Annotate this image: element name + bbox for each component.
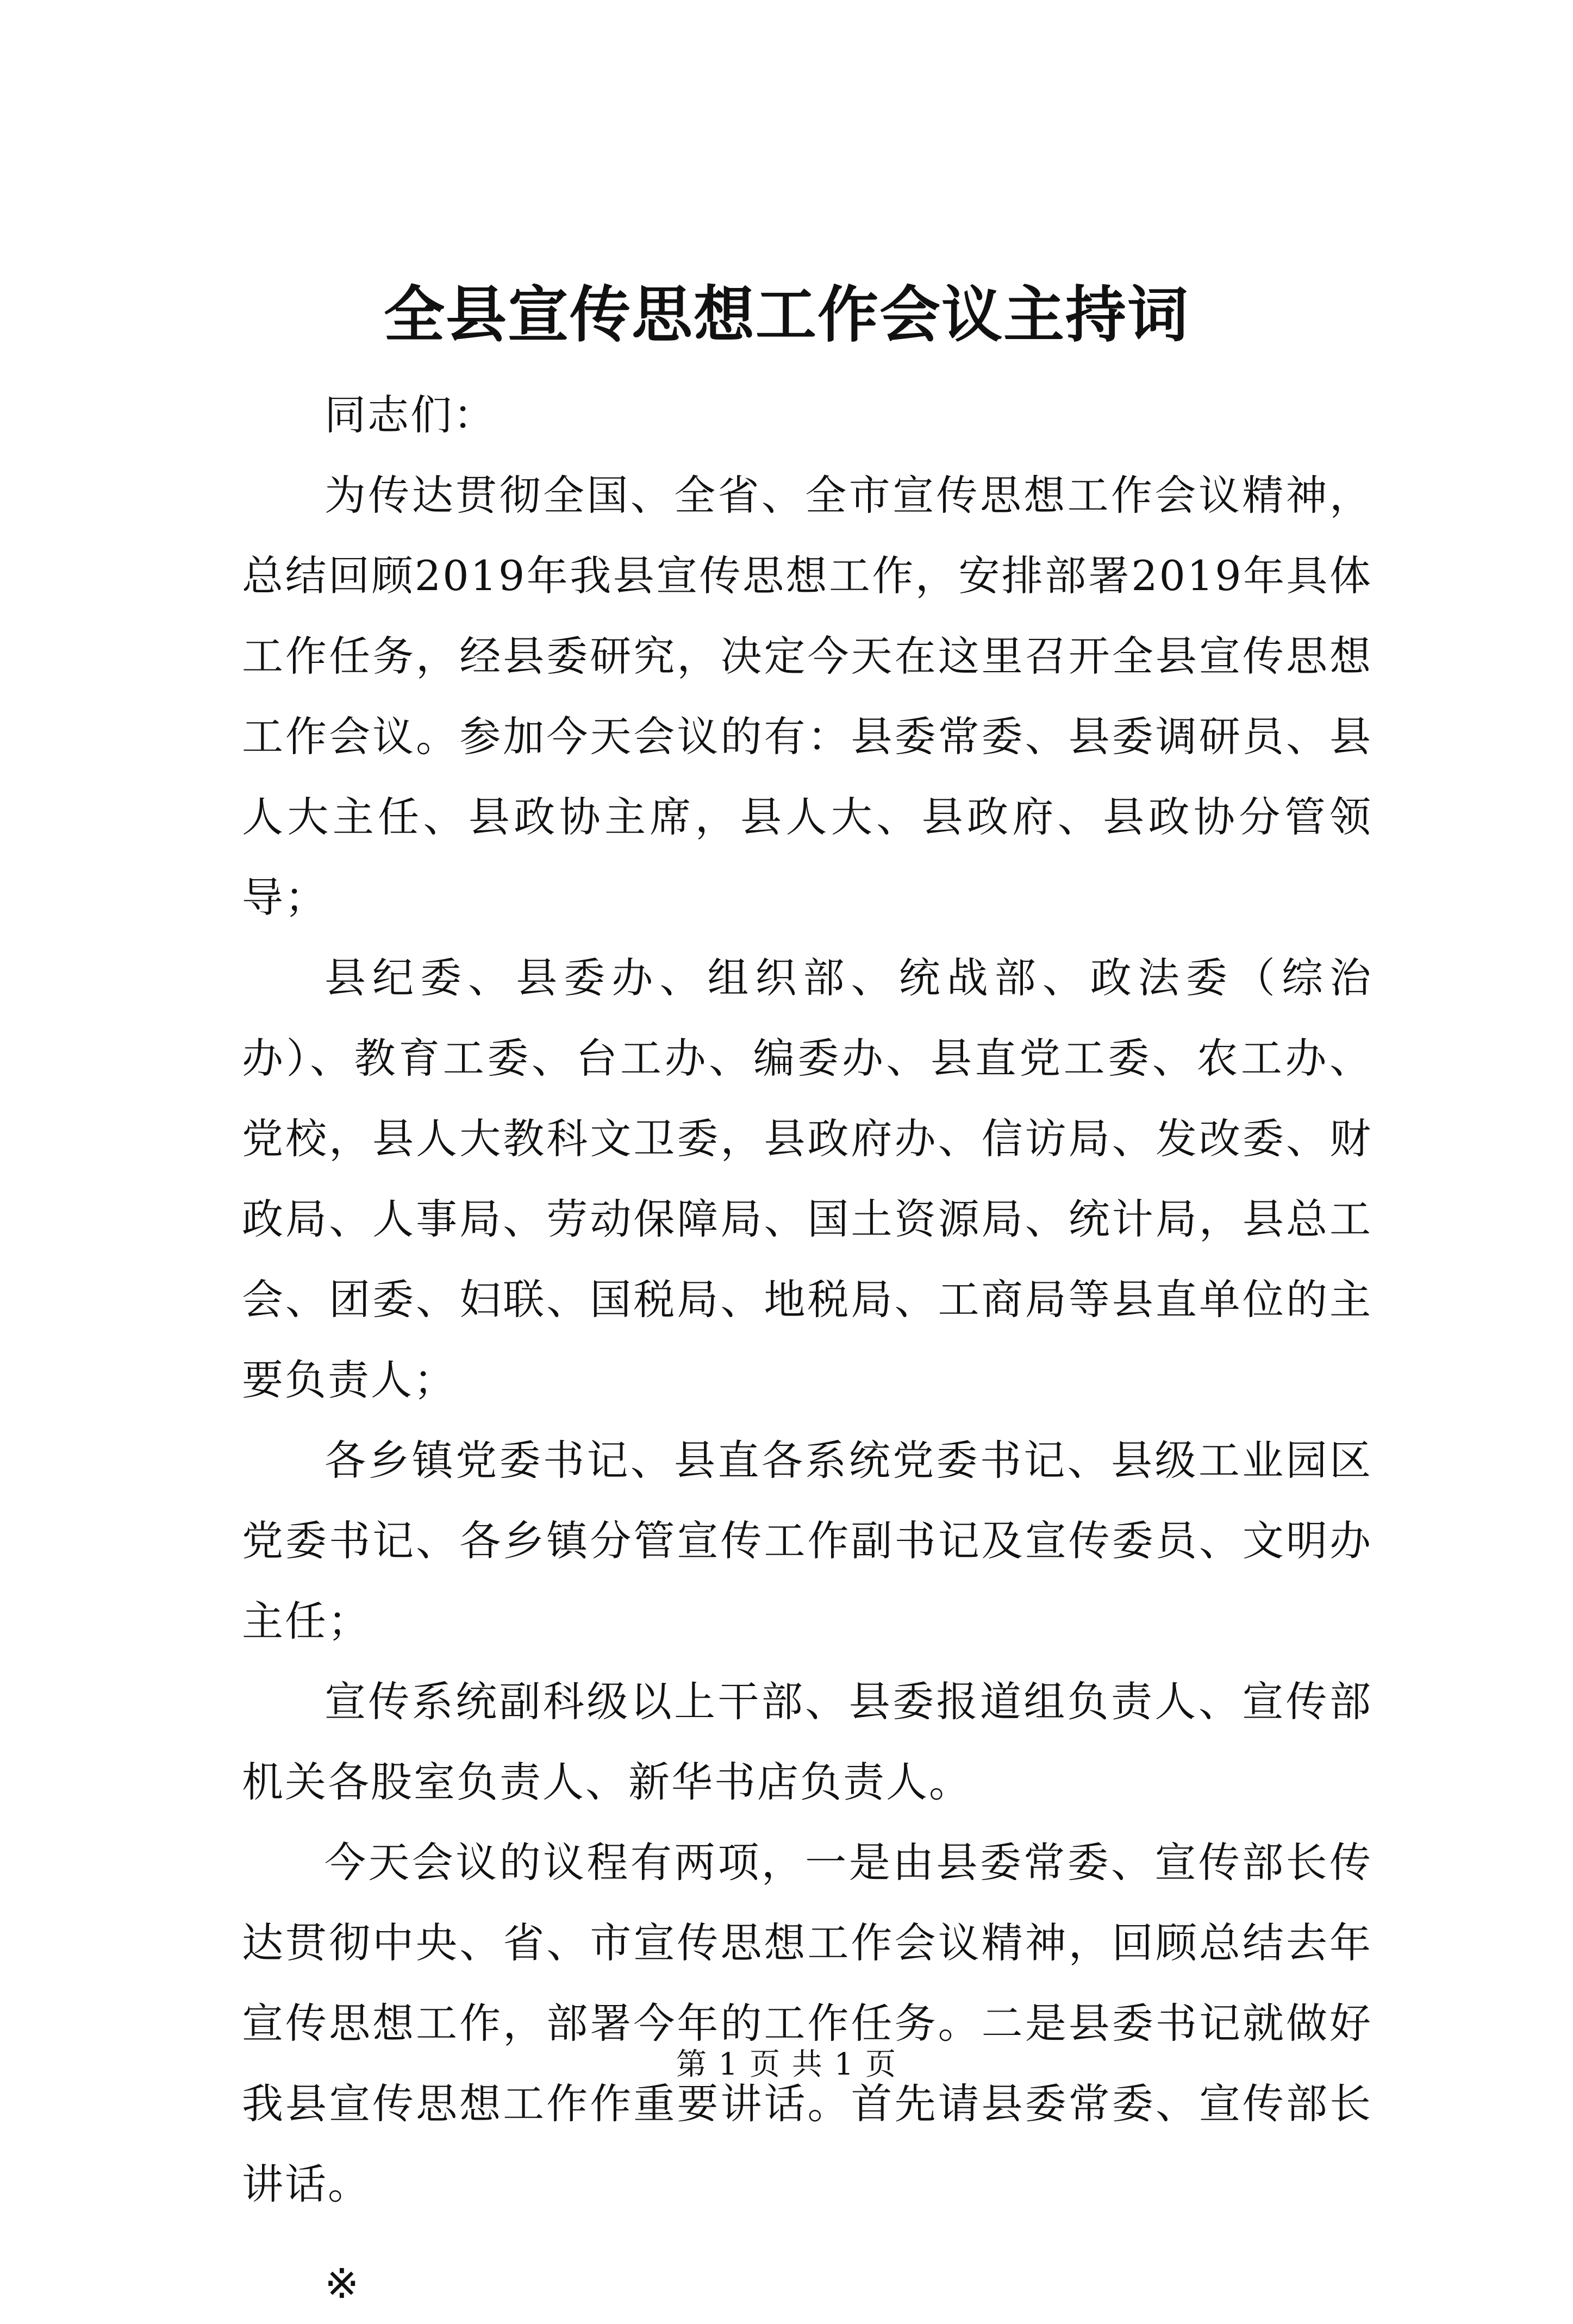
paragraph-3: 各乡镇党委书记、县直各系统党委书记、县级工业园区党委书记、各乡镇分管宣传工作副书记及宣传委员、文明办主任； xyxy=(242,1436,1372,1645)
salutation: 同志们： xyxy=(324,391,496,439)
paragraph-2: 县纪委、县委办、组织部、统战部、政法委（综治办）、教育工委、台工办、编委办、县直党工委、农工办、党校，县人大教科文卫委，县政府办、信访局、发改委、财政局、人事局、劳动保障局、国土资源局、统计局，县总工会、团委、妇联、国税局、地税局、工商局等县直单位的主要负责人； xyxy=(242,954,1372,1404)
end-mark: ※ xyxy=(324,2259,361,2308)
paragraph-4: 宣传系统副科级以上干部、县委报道组负责人、宣传部机关各股室负责人、新华书店负责人。 xyxy=(242,1677,1372,1806)
paragraph-1: 为传达贯彻全国、全省、全市宣传思想工作会议精神，总结回顾2019年我县宣传思想工作，安排部署2019年具体工作任务，经县委研究，决定今天在这里召开全县宣传思想工作会议。参加今天会议的有：县委常委、县委调研员、县人大主任、县政协主席，县人大、县政府、县政协分管领导； xyxy=(242,471,1372,922)
document-title: 全县宣传思想工作会议主持词 xyxy=(384,279,1189,350)
page-footer: 第 1 页 共 1 页 xyxy=(676,2047,897,2082)
paragraph-5: 今天会议的议程有两项，一是由县委常委、宣传部长传达贯彻中央、省、市宣传思想工作会议精神，回顾总结去年宣传思想工作，部署今年的工作任务。二是县委书记就做好我县宣传思想工作作重要讲话。首先请县委常委、宣传部长讲话。 xyxy=(242,1838,1372,2208)
document-body xyxy=(242,375,1372,2324)
